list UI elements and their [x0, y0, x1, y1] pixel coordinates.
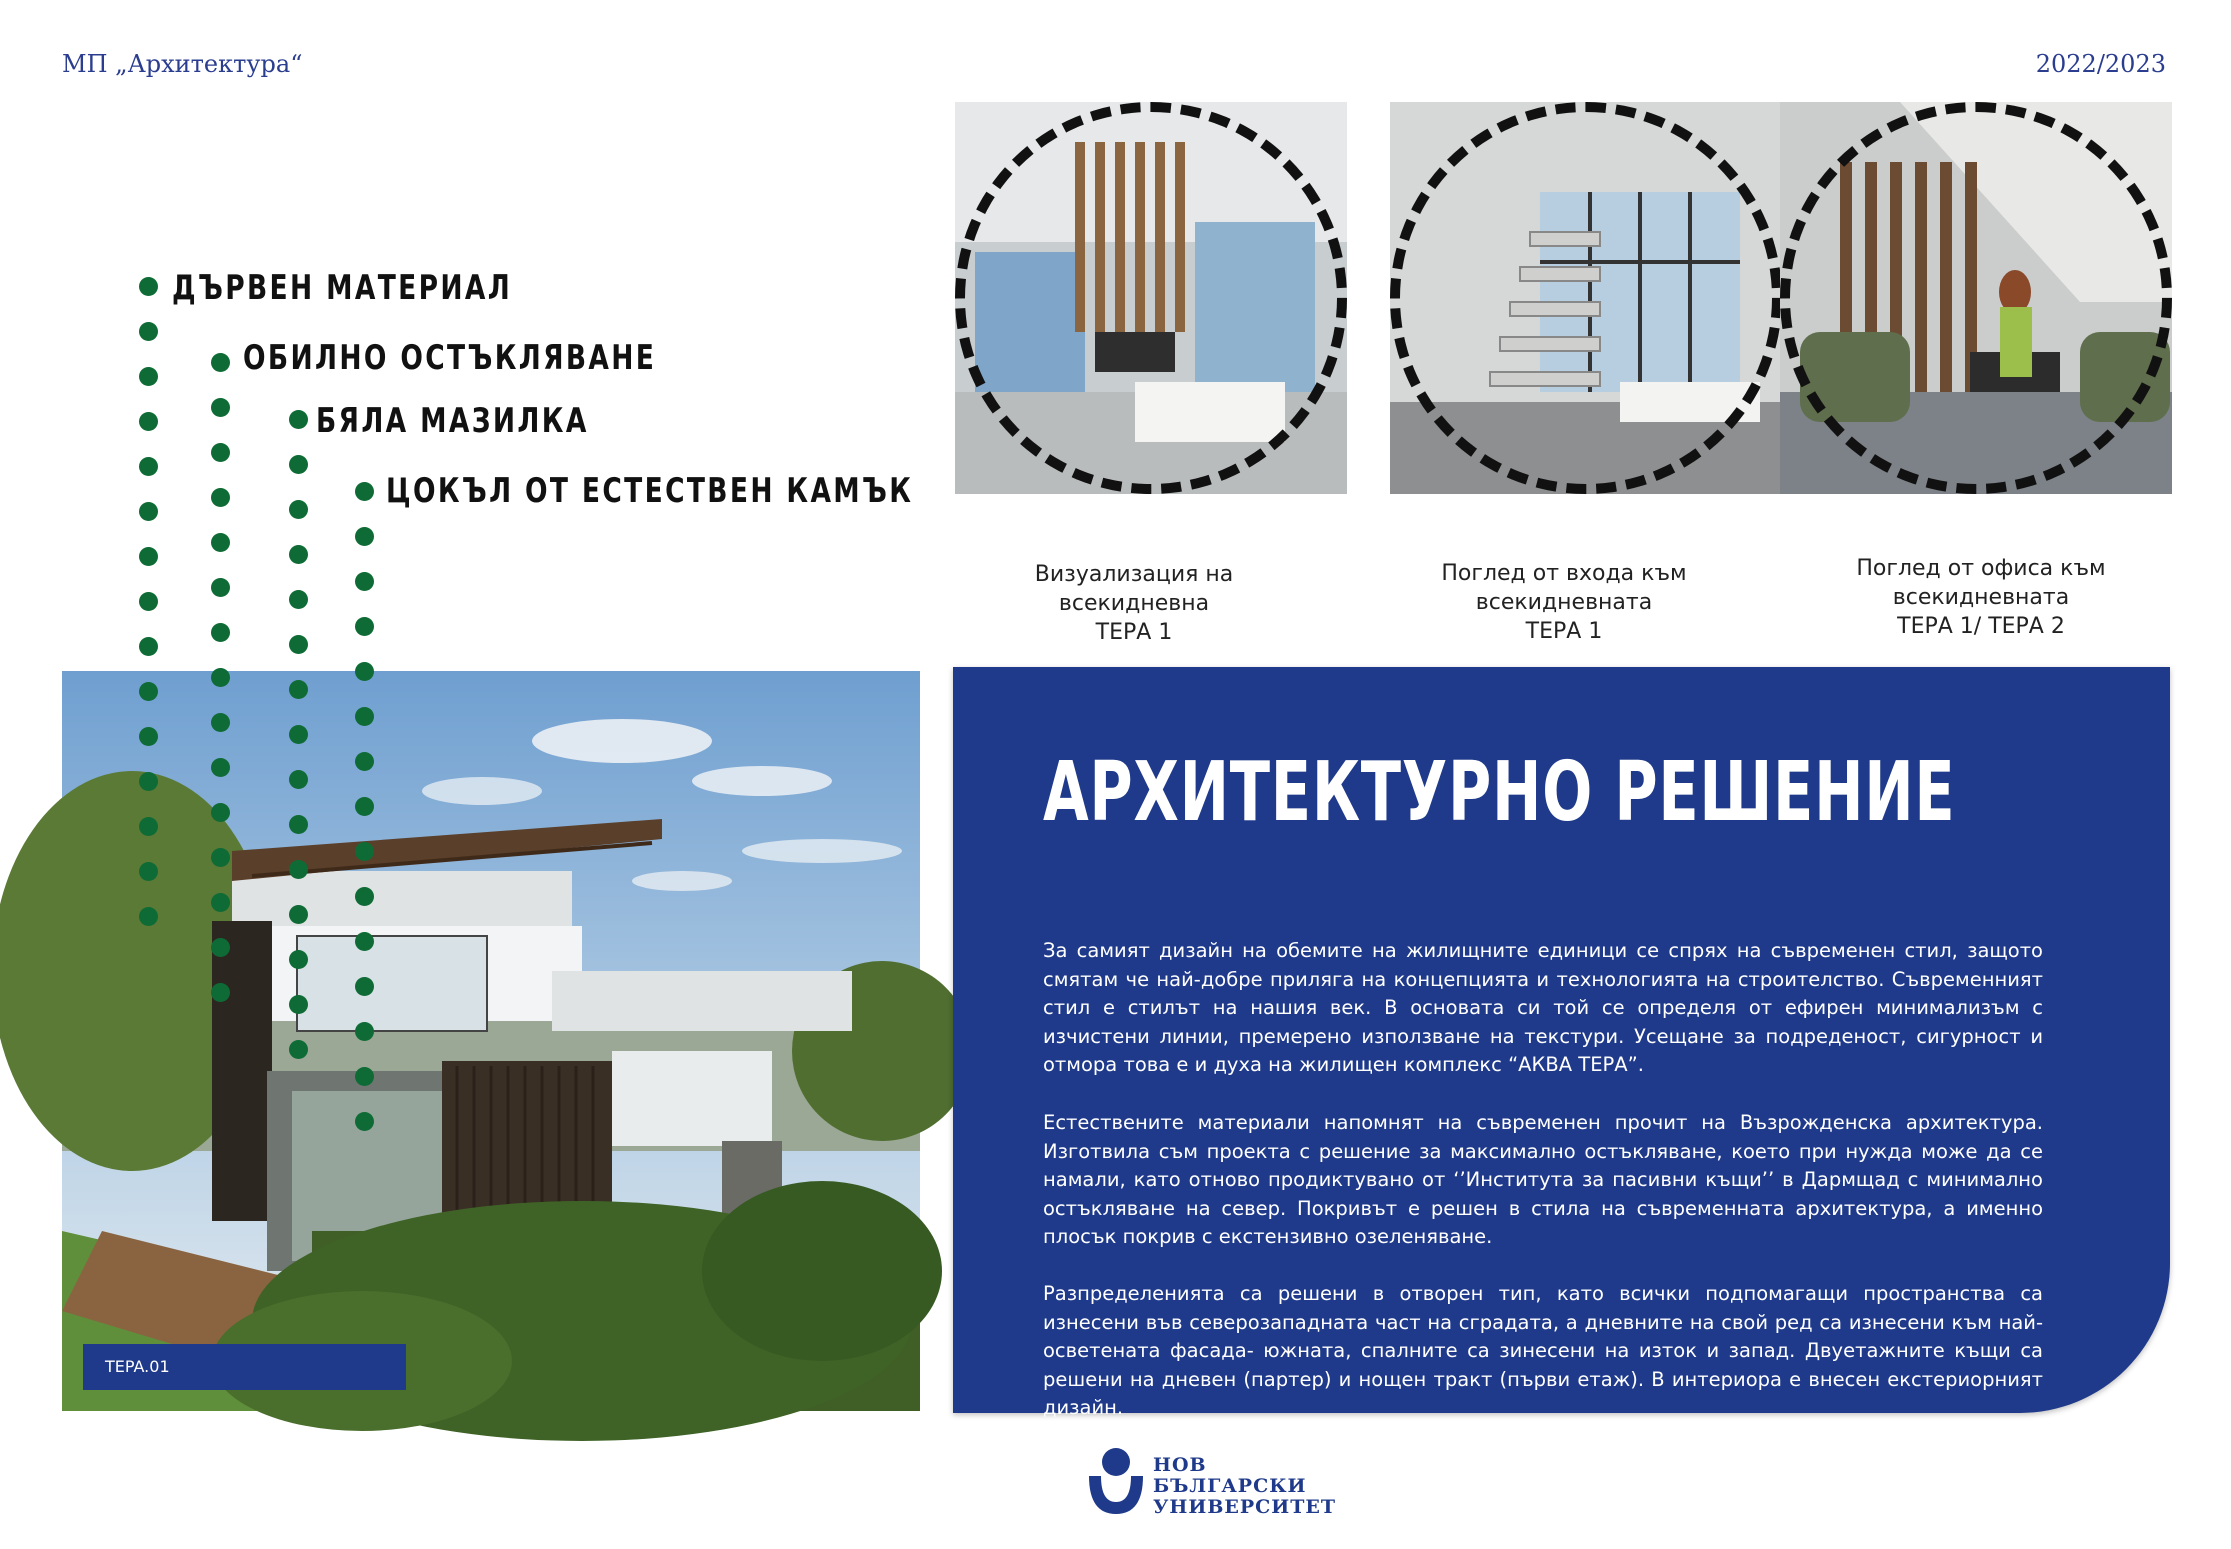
material-dot — [139, 367, 158, 386]
logo-line-3: УНИВЕРСИТЕТ — [1153, 1496, 1336, 1518]
material-dot — [289, 1040, 308, 1059]
material-wood: ДЪРВЕН МАТЕРИАЛ — [172, 268, 513, 308]
interior-view-1-image — [955, 102, 1347, 494]
material-dot — [289, 815, 308, 834]
material-dot — [355, 617, 374, 636]
material-dot — [355, 752, 374, 771]
material-dot — [289, 905, 308, 924]
material-glazing: ОБИЛНО ОСТЪКЛЯВАНЕ — [243, 338, 657, 378]
panel-paragraph-1: За самият дизайн на обемите на жилищните единици се спрях на съвременен стил, защото смятам че най-добре прилягa на концепцията и технологията на строителство. Съвременният стил е стилът на нашия век. В основата си той се определя от ефирен минимализъм с изчистени линии, премерено използване на текстури. Усещане за подреденост, сигурност и отмора това е и духа на жилищен комплекс “АКВА ТЕРА”. — [1043, 939, 2043, 1076]
house-render-image — [62, 671, 920, 1411]
caption-view-1-line-2: ТЕРА 1 — [1095, 620, 1173, 645]
material-dot — [211, 353, 230, 372]
material-dot — [211, 398, 230, 417]
material-dot — [211, 668, 230, 687]
material-dot — [355, 1022, 374, 1041]
material-dot — [139, 412, 158, 431]
material-dot — [139, 547, 158, 566]
material-dot — [211, 938, 230, 957]
caption-view-3-line-1: Поглед от офиса към — [1856, 556, 2106, 581]
header-program: МП „Архитектура“ — [62, 50, 303, 78]
material-dot — [139, 907, 158, 926]
material-dot — [139, 457, 158, 476]
material-dot — [139, 277, 158, 296]
material-dot — [355, 527, 374, 546]
material-dot — [355, 482, 374, 501]
caption-view-3-line-2: всекидневната — [1892, 585, 2070, 610]
material-dot — [289, 860, 308, 879]
material-dot — [211, 983, 230, 1002]
material-dot — [289, 545, 308, 564]
material-dot — [289, 770, 308, 789]
material-dot — [355, 707, 374, 726]
nbu-logo-mark — [1087, 1446, 1145, 1516]
material-dot — [355, 1112, 374, 1131]
panel-paragraph-2: Естествените материали напомнят на съвременен прочит на Възрожденска архитектура. Изготвила съм проекта с решение за максимално остъкляване, което при нужда може да се намали, като отново продиктувано от ‘’Института за пасивни къщи’’ в Дармщад с минимално остъкляване на север. Покривът е решен в стила на съвременната архитектура, а именно плосък покрив с екстензивно озеленяване. — [1043, 1111, 2043, 1248]
material-dot — [211, 488, 230, 507]
material-dot — [139, 727, 158, 746]
material-dot — [139, 637, 158, 656]
material-dot — [289, 950, 308, 969]
material-dot — [355, 932, 374, 951]
material-dot — [139, 682, 158, 701]
material-stone-plinth: ЦОКЪЛ ОТ ЕСТЕСТВЕН КАМЪК — [386, 471, 914, 511]
material-dot — [355, 842, 374, 861]
interior-view-3-image — [1780, 102, 2172, 494]
header-year: 2022/2023 — [2035, 50, 2166, 78]
material-dot — [139, 502, 158, 521]
material-dot — [139, 862, 158, 881]
material-dot — [355, 797, 374, 816]
material-dot — [289, 635, 308, 654]
material-dot — [289, 410, 308, 429]
material-dot — [355, 977, 374, 996]
material-dot — [355, 572, 374, 591]
caption-view-1-line-1: Визуализация на всекидневна — [1034, 562, 1234, 616]
material-dot — [211, 848, 230, 867]
material-dot — [211, 533, 230, 552]
material-dot — [355, 1067, 374, 1086]
material-dot — [289, 680, 308, 699]
material-dot — [211, 893, 230, 912]
caption-view-2-line-2: всекидневната — [1475, 590, 1653, 615]
material-white-plaster: БЯЛА МАЗИЛКА — [316, 401, 589, 441]
caption-view-2-line-3: ТЕРА 1 — [1525, 619, 1603, 644]
caption-view-2-line-1: Поглед от входа към — [1441, 561, 1687, 586]
logo-line-1: НОВ — [1153, 1454, 1207, 1476]
nbu-logo-text — [1153, 1455, 1336, 1518]
material-dot — [289, 590, 308, 609]
material-dot — [289, 500, 308, 519]
material-dot — [139, 772, 158, 791]
caption-view-3-line-3: ТЕРА 1/ ТЕРА 2 — [1897, 614, 2065, 639]
material-dot — [211, 578, 230, 597]
material-dot — [355, 662, 374, 681]
material-dot — [139, 322, 158, 341]
material-dot — [139, 817, 158, 836]
panel-title: АРХИТЕКТУРНО РЕШЕНИЕ — [1043, 745, 1956, 840]
material-dot — [289, 995, 308, 1014]
caption-view-2 — [1399, 559, 1729, 644]
material-dot — [211, 623, 230, 642]
material-dot — [211, 713, 230, 732]
material-dot — [289, 725, 308, 744]
interior-view-2-image — [1390, 102, 1782, 494]
caption-view-3 — [1816, 554, 2146, 639]
material-dot — [211, 758, 230, 777]
caption-view-1 — [969, 560, 1299, 645]
material-dot — [289, 455, 308, 474]
render-label: TEPA.01 — [83, 1344, 406, 1390]
material-dot — [211, 803, 230, 822]
logo-line-2: БЪЛГАРСКИ — [1153, 1475, 1307, 1497]
panel-paragraph-3: Разпределенията са решени в отворен тип, като всички подпомагащи пространства са изнесени във северозападната част на сградата, а дневните на свой ред са изнесени към най-осветената фасада- южната, спалните са зинесени на изток и запад. Двуетажните къщи са решени на дневен (партер) и нощен тракт (първи етаж). В интериора е внесен екстериорният дизайн. — [1043, 1282, 2043, 1419]
material-dot — [139, 592, 158, 611]
material-dot — [355, 887, 374, 906]
material-dot — [211, 443, 230, 462]
